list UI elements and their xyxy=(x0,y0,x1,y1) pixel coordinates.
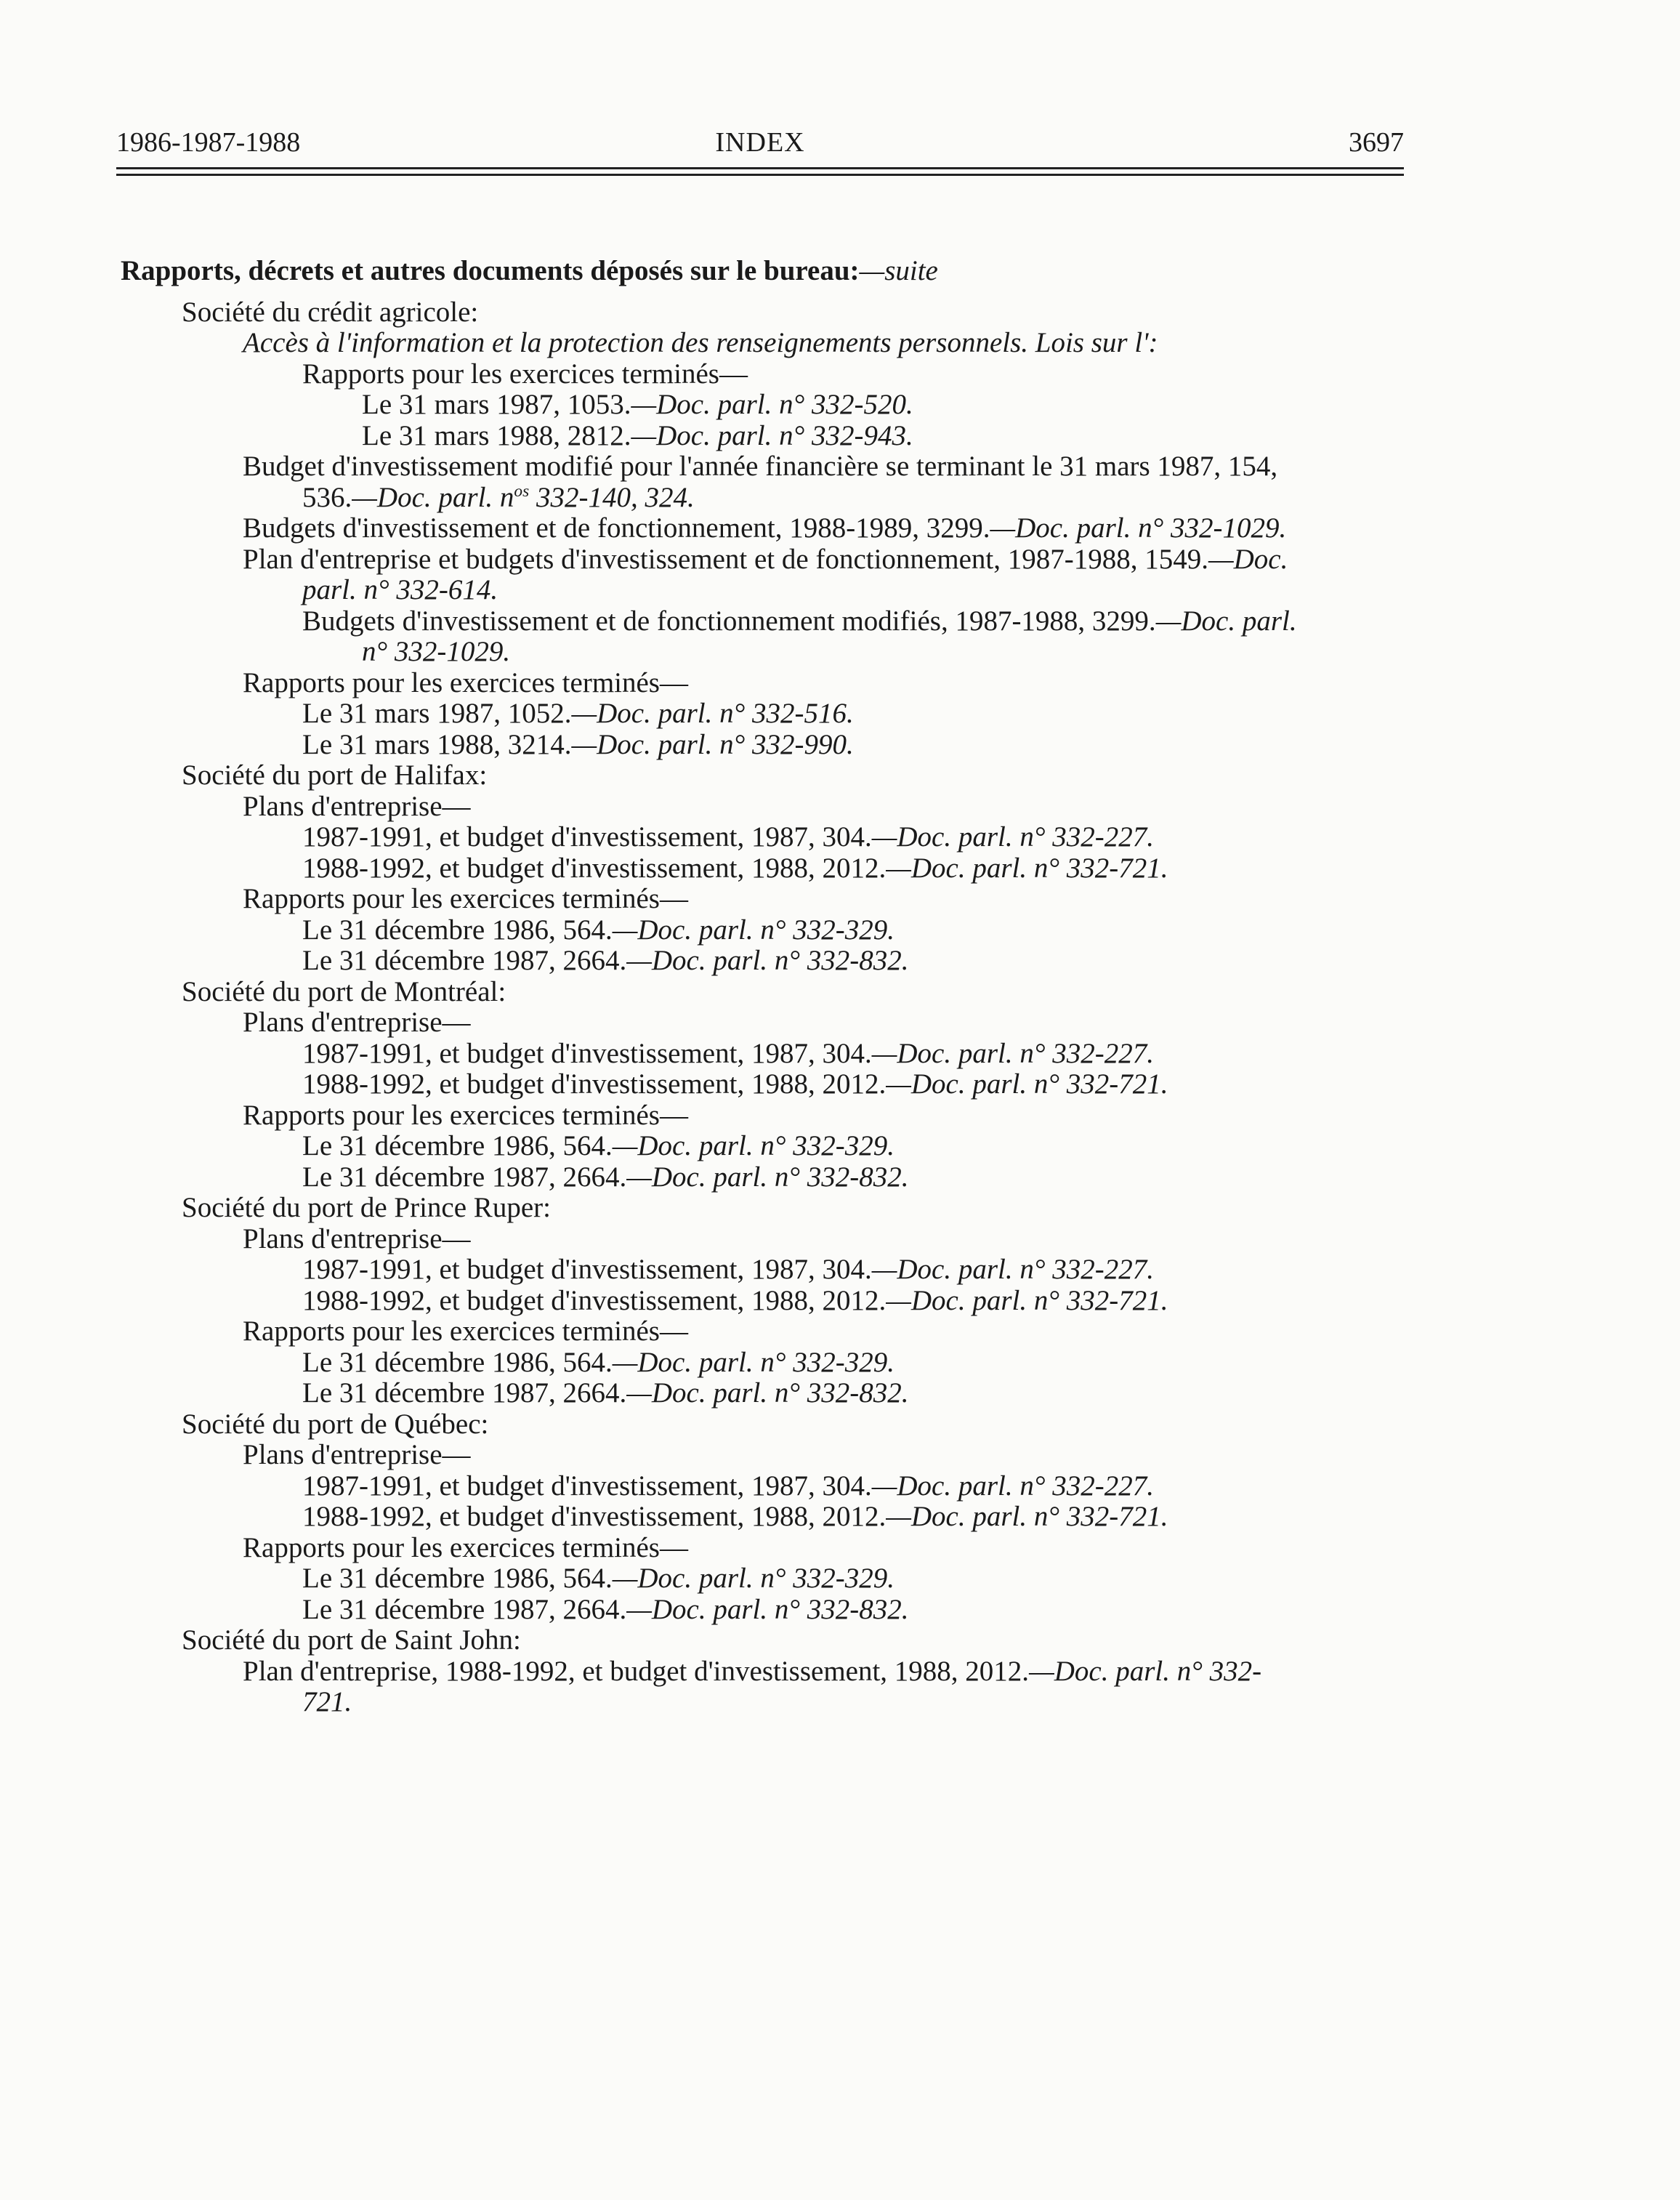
entry-line: Budgets d'investissement et de fonctionnement, 1988-1989, 3299.—Doc. parl. n° 332-1029. xyxy=(243,512,1287,544)
entry-line: Le 31 décembre 1986, 564.—Doc. parl. n° 332-329. xyxy=(302,1563,894,1594)
heading-suite: —suite xyxy=(859,255,938,286)
doc-reference: —Doc. parl. n° 332-329. xyxy=(612,1130,894,1161)
section-heading: Rapports, décrets et autres documents déposés sur le bureau:—suite xyxy=(121,255,938,286)
doc-reference: —Doc. parl. n° 332-721. xyxy=(886,1284,1168,1316)
doc-reference: —Doc. parl. n° 332- xyxy=(1029,1655,1262,1687)
entry-continuation xyxy=(121,637,1407,668)
doc-reference: —Doc. parl. n° 332-943. xyxy=(631,419,913,451)
entry-subheading: Rapports pour les exercices terminés— xyxy=(243,1531,688,1563)
doc-reference: —Doc. parl. n° 332-832. xyxy=(626,1377,909,1409)
doc-reference: parl. n° 332-614. xyxy=(302,574,498,605)
doc-reference: —Doc. parl. n° 332-516. xyxy=(571,698,854,729)
entry-line: Plan d'entreprise et budgets d'investissement et de fonctionnement, 1987-1988, 1549.—Doc. xyxy=(243,543,1288,575)
entry-line: 1988-1992, et budget d'investissement, 1988, 2012.—Doc. parl. n° 332-721. xyxy=(302,852,1168,884)
entry-line: Budget d'investissement modifié pour l'année financière se terminant le 31 mars 1987, 154, xyxy=(243,451,1278,482)
entry-line: Le 31 mars 1987, 1053.—Doc. parl. n° 332-520. xyxy=(362,389,913,420)
doc-reference: —Doc. parl. n° 332-721. xyxy=(886,1501,1168,1532)
entry-subheading: Plans d'entreprise— xyxy=(243,1222,471,1254)
entry-subheading: Rapports pour les exercices terminés— xyxy=(243,1315,688,1347)
doc-reference: —Doc. parl. n° 332-832. xyxy=(626,1593,909,1625)
entry-line: Le 31 décembre 1987, 2664.—Doc. parl. n° 332-832. xyxy=(302,1593,909,1625)
entry-line: 1988-1992, et budget d'investissement, 1988, 2012.—Doc. parl. n° 332-721. xyxy=(302,1284,1168,1316)
entry-line: 1987-1991, et budget d'investissement, 1987, 304.—Doc. parl. n° 332-227. xyxy=(302,821,1154,853)
entry-line: Le 31 décembre 1987, 2664.—Doc. parl. n° 332-832. xyxy=(302,945,909,976)
entry-subject: Société du port de Halifax: xyxy=(182,759,488,791)
doc-reference: —Doc. parl. n° 332-832. xyxy=(626,1161,909,1193)
doc-reference: n° 332-1029. xyxy=(362,636,511,667)
entry-continuation: 536.—Doc. parl. $n^{os}$ 332-140, 324. xyxy=(302,481,695,513)
doc-reference: —Doc. parl. n° 332-329. xyxy=(612,914,894,946)
doc-reference: —Doc. parl. n° 332-227. xyxy=(871,1470,1154,1502)
entry-subject: Société du port de Prince Ruper: xyxy=(182,1192,551,1223)
entry-line: Le 31 mars 1988, 2812.—Doc. parl. n° 332-943. xyxy=(362,419,913,451)
entry-line: Le 31 décembre 1986, 564.—Doc. parl. n° 332-329. xyxy=(302,1130,894,1161)
entry-line: 1987-1991, et budget d'investissement, 1987, 304.—Doc. parl. n° 332-227. xyxy=(302,1470,1154,1502)
entry-line: Le 31 mars 1987, 1052.—Doc. parl. n° 332-516. xyxy=(302,698,854,729)
entry-line: Le 31 décembre 1987, 2664.—Doc. parl. n° 332-832. xyxy=(302,1377,909,1409)
doc-reference: —Doc. xyxy=(1208,543,1288,575)
entry-continuation xyxy=(121,1687,1407,1718)
doc-reference: —Doc. parl. n° 332-227. xyxy=(871,821,1154,853)
index-body xyxy=(121,256,1407,1718)
page-number: 3697 xyxy=(1349,127,1404,158)
doc-reference: —Doc. parl. n° 332-520. xyxy=(631,389,913,420)
entry-line: Le 31 décembre 1986, 564.—Doc. parl. n° 332-329. xyxy=(302,914,894,946)
doc-reference: —Doc. parl. n° 332-990. xyxy=(571,728,854,760)
doc-reference: —Doc. parl. n° 332-1029. xyxy=(990,512,1287,544)
entry-line: 1988-1992, et budget d'investissement, 1988, 2012.—Doc. parl. n° 332-721. xyxy=(302,1501,1168,1532)
entry-subject: Société du crédit agricole: xyxy=(182,296,479,328)
doc-reference: —Doc. parl. n° 332-329. xyxy=(612,1346,894,1378)
header-title: INDEX xyxy=(715,127,805,158)
doc-reference: —Doc. parl. n° 332-227. xyxy=(871,1037,1154,1069)
entry-subheading: Rapports pour les exercices terminés— xyxy=(243,666,688,698)
entry-line: Le 31 décembre 1987, 2664.—Doc. parl. n° 332-832. xyxy=(302,1161,909,1193)
entry-line: 1988-1992, et budget d'investissement, 1988, 2012.—Doc. parl. n° 332-721. xyxy=(302,1068,1168,1100)
entry-line: Plan d'entreprise, 1988-1992, et budget d'investissement, 1988, 2012.—Doc. parl. n° 332- xyxy=(243,1655,1262,1687)
entry-line: Le 31 décembre 1986, 564.—Doc. parl. n° 332-329. xyxy=(302,1346,894,1378)
entry-subheading: Rapports pour les exercices terminés— xyxy=(302,358,748,390)
entry-continuation xyxy=(121,575,1407,606)
entry-subheading: Rapports pour les exercices terminés— xyxy=(243,1099,688,1131)
entry-subheading: Rapports pour les exercices terminés— xyxy=(243,883,688,914)
doc-reference: —Doc. parl. n° 332-832. xyxy=(626,945,909,976)
entry-subject: Société du port de Montréal: xyxy=(182,975,506,1007)
entry-subject: Société du port de Québec: xyxy=(182,1408,489,1440)
doc-reference: —Doc. parl. n° 332-227. xyxy=(871,1254,1154,1285)
doc-reference: —Doc. parl. n° 332-329. xyxy=(612,1563,894,1594)
header-years: 1986-1987-1988 xyxy=(116,127,301,158)
doc-reference: 721. xyxy=(302,1686,352,1717)
doc-reference: —Doc. parl. xyxy=(1155,605,1297,637)
running-header xyxy=(116,122,1404,163)
entry-subheading: Accès à l'information et la protection des renseignements personnels. Lois sur l': xyxy=(243,327,1158,358)
entry-line: 1987-1991, et budget d'investissement, 1987, 304.—Doc. parl. n° 332-227. xyxy=(302,1254,1154,1285)
header-rule-bottom xyxy=(116,174,1404,176)
doc-reference: —Doc. parl. $n^{os}$ 332-140, 324. xyxy=(352,481,695,513)
entry-subheading: Plans d'entreprise— xyxy=(243,1439,471,1470)
entry-subheading: Plans d'entreprise— xyxy=(243,1007,471,1038)
doc-reference: —Doc. parl. n° 332-721. xyxy=(886,852,1168,884)
entry-line: 1987-1991, et budget d'investissement, 1987, 304.—Doc. parl. n° 332-227. xyxy=(302,1037,1154,1069)
entry-subheading: Plans d'entreprise— xyxy=(243,790,471,822)
doc-reference: —Doc. parl. n° 332-721. xyxy=(886,1068,1168,1100)
entry-line: Budgets d'investissement et de fonctionnement modifiés, 1987-1988, 3299.—Doc. parl. xyxy=(302,605,1297,637)
entry-subject: Société du port de Saint John: xyxy=(182,1624,521,1656)
header-rule-top xyxy=(116,167,1404,169)
entry-line: Le 31 mars 1988, 3214.—Doc. parl. n° 332-990. xyxy=(302,728,854,760)
